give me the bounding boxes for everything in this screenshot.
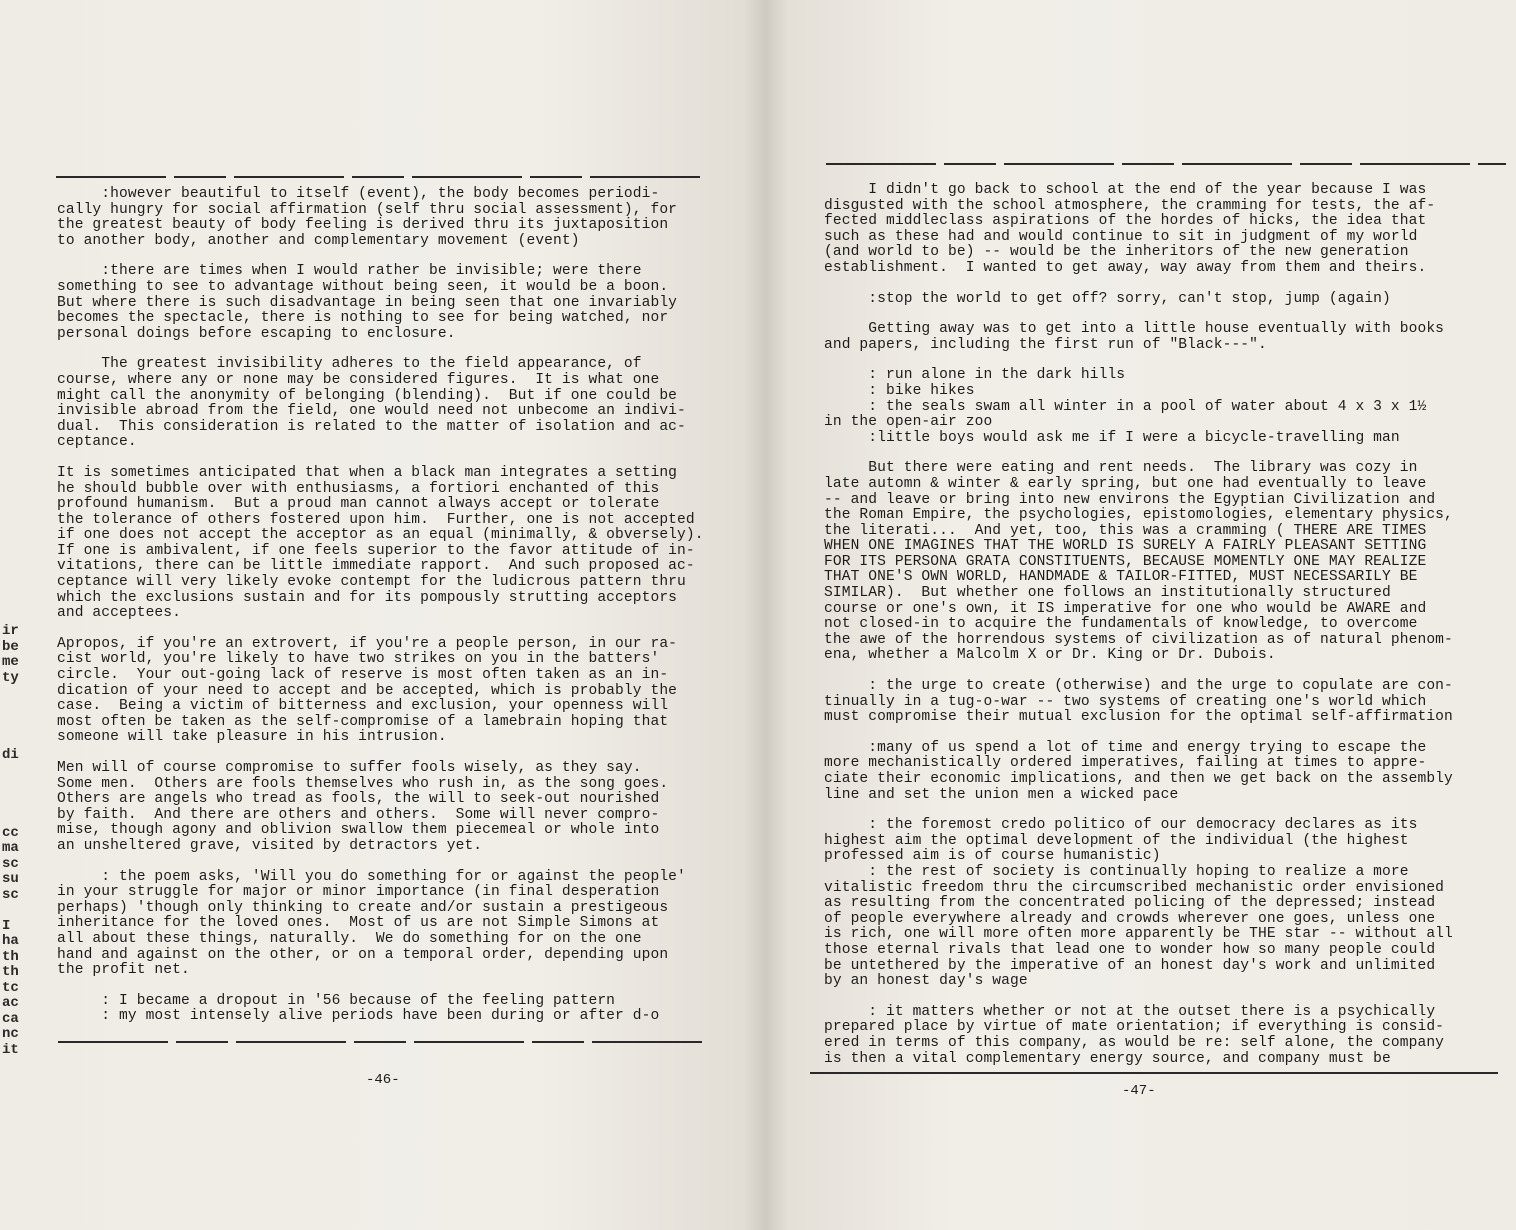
text-line: If one is ambivalent, if one feels superior to the favor attitude of in- [57,542,695,559]
text-line: an unsheltered grave, visited by detractors yet. [57,837,483,854]
text-line: which the exclusions sustain and for its pompously strutting acceptors [57,589,678,606]
text-line: circle. Your out-going lack of reserve is most often taken as an in- [57,667,669,684]
text-line: must compromise their mutual exclusion for the optimal self-affirmation [824,709,1453,726]
paragraph [57,466,704,622]
text-line: : the seals swam all winter in a pool of water about 4 x 3 x 1½ [824,398,1427,415]
text-line: -- and leave or bring into new environs the Egyptian Civilization and [824,491,1436,508]
text-line: :stop the world to get off? sorry, can't stop, jump (again) [824,290,1391,307]
text-line: But there were eating and rent needs. The library was cozy in [824,460,1418,477]
paragraph [57,637,704,746]
text-line: the tolerance of others fostered upon him. Further, one is not accepted [57,511,695,528]
edge-fragment: ac [2,995,19,1011]
top-rule [826,163,1506,165]
edge-fragment: be [2,638,19,655]
page-body [824,183,1453,1082]
text-line: : the foremost credo politico of our democracy declares as its [824,817,1418,834]
text-line: perhaps) 'though only thinking to create and/or sustain a prestigeous [57,899,669,916]
text-line: THAT ONE'S OWN WORLD, HANDMADE & TAILOR-FITTED, MUST NECESSARILY BE [824,569,1418,586]
page-number: -46- [366,1072,400,1088]
text-line: not closed-in to acquire the fundamentals of knowledge, to overcome [824,616,1418,633]
paragraph [824,461,1453,664]
text-line: the Roman Empire, the psychologies, epistomologies, elementary physics, [824,507,1453,524]
text-line: personal doings before escaping to enclosure. [57,325,456,342]
bottom-rule [58,1041,702,1043]
paragraph [57,187,704,249]
text-line: highest aim the optimal development of the individual (the highest [824,832,1409,849]
edge-fragment [2,764,19,780]
text-line: course or one's own, it IS imperative for one who would be AWARE and [824,600,1427,617]
edge-fragment: it [2,1041,19,1058]
text-line: ceptance. [57,434,137,451]
edge-fragment: cc [2,824,19,841]
text-line: : the urge to create (otherwise) and the urge to copulate are con- [824,678,1453,695]
edge-fragment: th [2,964,19,980]
text-line: more mechanistically ordered imperatives, failing at times to appre- [824,755,1427,772]
text-line: professed aim is of course humanistic) [824,848,1161,865]
text-line: by faith. And there are others and others. Some will never compro- [57,806,660,823]
text-line: by an honest day's wage [824,973,1028,990]
paragraph [824,292,1453,308]
text-line: :many of us spend a lot of time and energy trying to escape the [824,739,1427,756]
text-line: dication of your need to accept and be accepted, which is probably the [57,682,678,699]
text-line: Some men. Others are fools themselves who rush in, as the song goes. [57,775,669,792]
text-line: It is sometimes anticipated that when a black man integrates a setting [57,464,678,481]
text-line: all about these things, naturally. We do something for on the one [57,930,642,947]
text-line: Men will of course compromise to suffer fools wisely, as they say. [57,760,642,776]
text-line: course, where any or none may be considered figures. It is what one [57,371,660,388]
text-line: becomes the spectacle, there is nothing to see for being watched, nor [57,310,669,327]
text-line: he should bubble over with enthusiasms, a fortiori enchanted of this [57,480,660,497]
text-line: fected middleclass aspirations of the hordes of hicks, the idea that [824,213,1427,230]
text-line: :there are times when I would rather be invisible; were there [57,263,642,280]
text-line: cally hungry for social affirmation (self thru social assessment), for [57,201,678,218]
text-line: profound humanism. But a proud man cannot always accept or tolerate [57,496,660,513]
text-line: establishment. I wanted to get away, way away from them and theirs. [824,259,1427,276]
text-line: inheritance for the loved ones. Most of us are not Simple Simons at [57,915,660,932]
text-line: dual. This consideration is related to the matter of isolation and ac- [57,418,686,435]
text-line: I didn't go back to school at the end of the year because I was [824,182,1427,198]
text-line: the profit net. [57,962,190,979]
top-rule [56,176,700,178]
paragraph [824,368,1453,446]
text-line: But where there is such disadvantage in being seen that one invariably [57,294,678,311]
text-line: : it matters whether or not at the outset there is a psychically [824,1003,1436,1020]
text-line: of people everywhere already and crowds wherever one goes, unless one [824,910,1436,927]
edge-fragment: ha [2,933,19,949]
edge-fragment [2,903,19,919]
text-line: SIMILAR). But whether one follows an institutionally structured [824,585,1391,602]
text-line: (and world to be) -- would be the inheritors of the new generation [824,244,1409,261]
text-line: WHEN ONE IMAGINES THAT THE WORLD IS SURELY A FAIRLY PLEASANT SETTING [824,538,1427,555]
text-line: something to see to advantage without being seen, it would be a boon. [57,278,669,295]
paragraph [824,322,1453,353]
edge-fragment [2,686,19,702]
edge-fragment: di [2,747,19,763]
text-line: ena, whether a Malcolm X or Dr. King or Dr. Dubois. [824,647,1276,664]
text-line: disgusted with the school atmosphere, the cramming for tests, the af- [824,197,1436,214]
text-line: vitalistic freedom thru the circumscribed mechanistic order envisioned [824,879,1445,896]
text-line: late automn & winter & early spring, but one had eventually to leave [824,475,1427,492]
text-line: Apropos, if you're an extrovert, if you're a people person, in our ra- [57,635,678,652]
text-line: if one does not accept the acceptor as an equal (minimally, & obversely). [57,527,704,544]
edge-fragment [2,733,19,749]
paragraph [57,357,704,451]
right-page [766,0,1516,1230]
text-line: the literati... And yet, too, this was a cramming ( THERE ARE TIMES [824,522,1427,539]
text-line: : the poem asks, 'Will you do something for or against the people' [57,868,686,885]
text-line: : my most intensely alive periods have been during or after d-o [57,1008,660,1025]
edge-fragment: nc [2,1026,19,1042]
text-line: mise, though agony and oblivion swallow them piecemeal or whole into [57,822,660,839]
text-line: most often be taken as the self-compromise of a lamebrain hoping that [57,713,669,730]
text-line: is rich, one will more often more apparently be THE star -- without all [824,926,1453,943]
paragraph [57,264,704,342]
text-line: The greatest invisibility adheres to the field appearance, of [57,356,642,373]
text-line: line and set the union men a wicked pace [824,786,1179,803]
paragraph [824,818,1453,990]
text-line: to another body, another and complementary movement (event) [57,232,580,249]
text-line: someone will take pleasure in his intrusion. [57,729,447,746]
page-body [57,187,704,1040]
text-line: invisible abroad from the field, one would need not unbecome an indivi- [57,403,686,420]
text-line: : bike hikes [824,382,975,399]
edge-fragment [2,717,19,733]
edge-fragment: th [2,948,19,965]
text-line: ciate their economic implications, and then we get back on the assembly [824,771,1453,787]
paragraph [824,183,1453,277]
text-line: and acceptees. [57,605,182,622]
text-line: is then a vital complementary energy source, and company must be [824,1050,1391,1067]
text-line: prepared place by virtue of mate orientation; if everything is consid- [824,1019,1445,1036]
page-number: -47- [1122,1083,1156,1099]
text-line: Getting away was to get into a little house eventually with books [824,321,1445,338]
text-line: as resulting from the concentrated policing of the depressed; instead [824,895,1436,912]
text-line: the awe of the horrendous systems of civilization as of natural phenom- [824,631,1453,648]
edge-fragment [2,810,19,826]
text-line: Others are angels who tread as fools, the will to seek-out nourished [57,791,660,808]
text-line: :however beautiful to itself (event), the body becomes periodi- [57,186,660,202]
edge-fragment: I [2,917,11,934]
paragraph [824,741,1453,803]
edge-fragment [2,702,19,718]
edge-fragment: me [2,654,19,670]
text-line: case. Being a victim of bitterness and exclusion, your openness will [57,698,669,715]
edge-fragment [2,779,19,795]
text-line: hand and against on the other, or on a temporal order, depending upon [57,946,669,963]
text-line: and papers, including the first run of "Black---". [824,336,1267,353]
edge-fragment: su [2,871,19,887]
edge-fragment: ty [2,669,19,686]
text-line: vitations, there can be little immediate rapport. And such proposed ac- [57,558,695,575]
edge-fragment: ir [2,623,19,639]
text-line: : run alone in the dark hills [824,367,1126,384]
text-line: :little boys would ask me if I were a bicycle-travelling man [824,429,1400,446]
edge-fragment: sc [2,855,19,872]
edge-fragment: tc [2,979,19,996]
previous-page-edge-text [2,624,19,1058]
text-line: be untethered by the imperative of an honest day's work and unlimited [824,957,1436,974]
edge-fragment: ca [2,1010,19,1027]
paragraph [57,870,704,979]
text-line: ceptance will very likely evoke contempt for the ludicrous pattern thru [57,574,686,591]
text-line: FOR ITS PERSONA GRATA CONSTITUENTS, BECAUSE MOMENTLY ONE MAY REALIZE [824,553,1427,570]
text-line: ered in terms of this company, as would be re: self alone, the company [824,1034,1445,1051]
text-line: tinually in a tug-o-war -- two systems of creating one's world which [824,693,1427,710]
text-line: might call the anonymity of belonging (blending). But if one could be [57,387,678,404]
text-line: the greatest beauty of body feeling is derived thru its juxtaposition [57,217,669,234]
edge-fragment: ma [2,840,19,856]
paragraph [824,679,1453,726]
paragraph [824,1005,1453,1067]
edge-fragment: sc [2,886,19,903]
text-line: cist world, you're likely to have two strikes on you in the batters' [57,651,660,668]
text-line: in your struggle for major or minor importance (in final desperation [57,884,660,901]
text-line: in the open-air zoo [824,414,993,431]
text-line: : I became a dropout in '56 because of the feeling pattern [57,992,616,1009]
text-line: such as these had and would continue to sit in judgment of my world [824,228,1418,245]
edge-fragment [2,795,19,811]
text-line: : the rest of society is continually hoping to realize a more [824,863,1409,880]
text-line: those eternal rivals that lead one to wonder how so many people could [824,941,1436,958]
bottom-rule [810,1072,1498,1074]
paragraph [57,994,704,1025]
paragraph [57,761,704,855]
